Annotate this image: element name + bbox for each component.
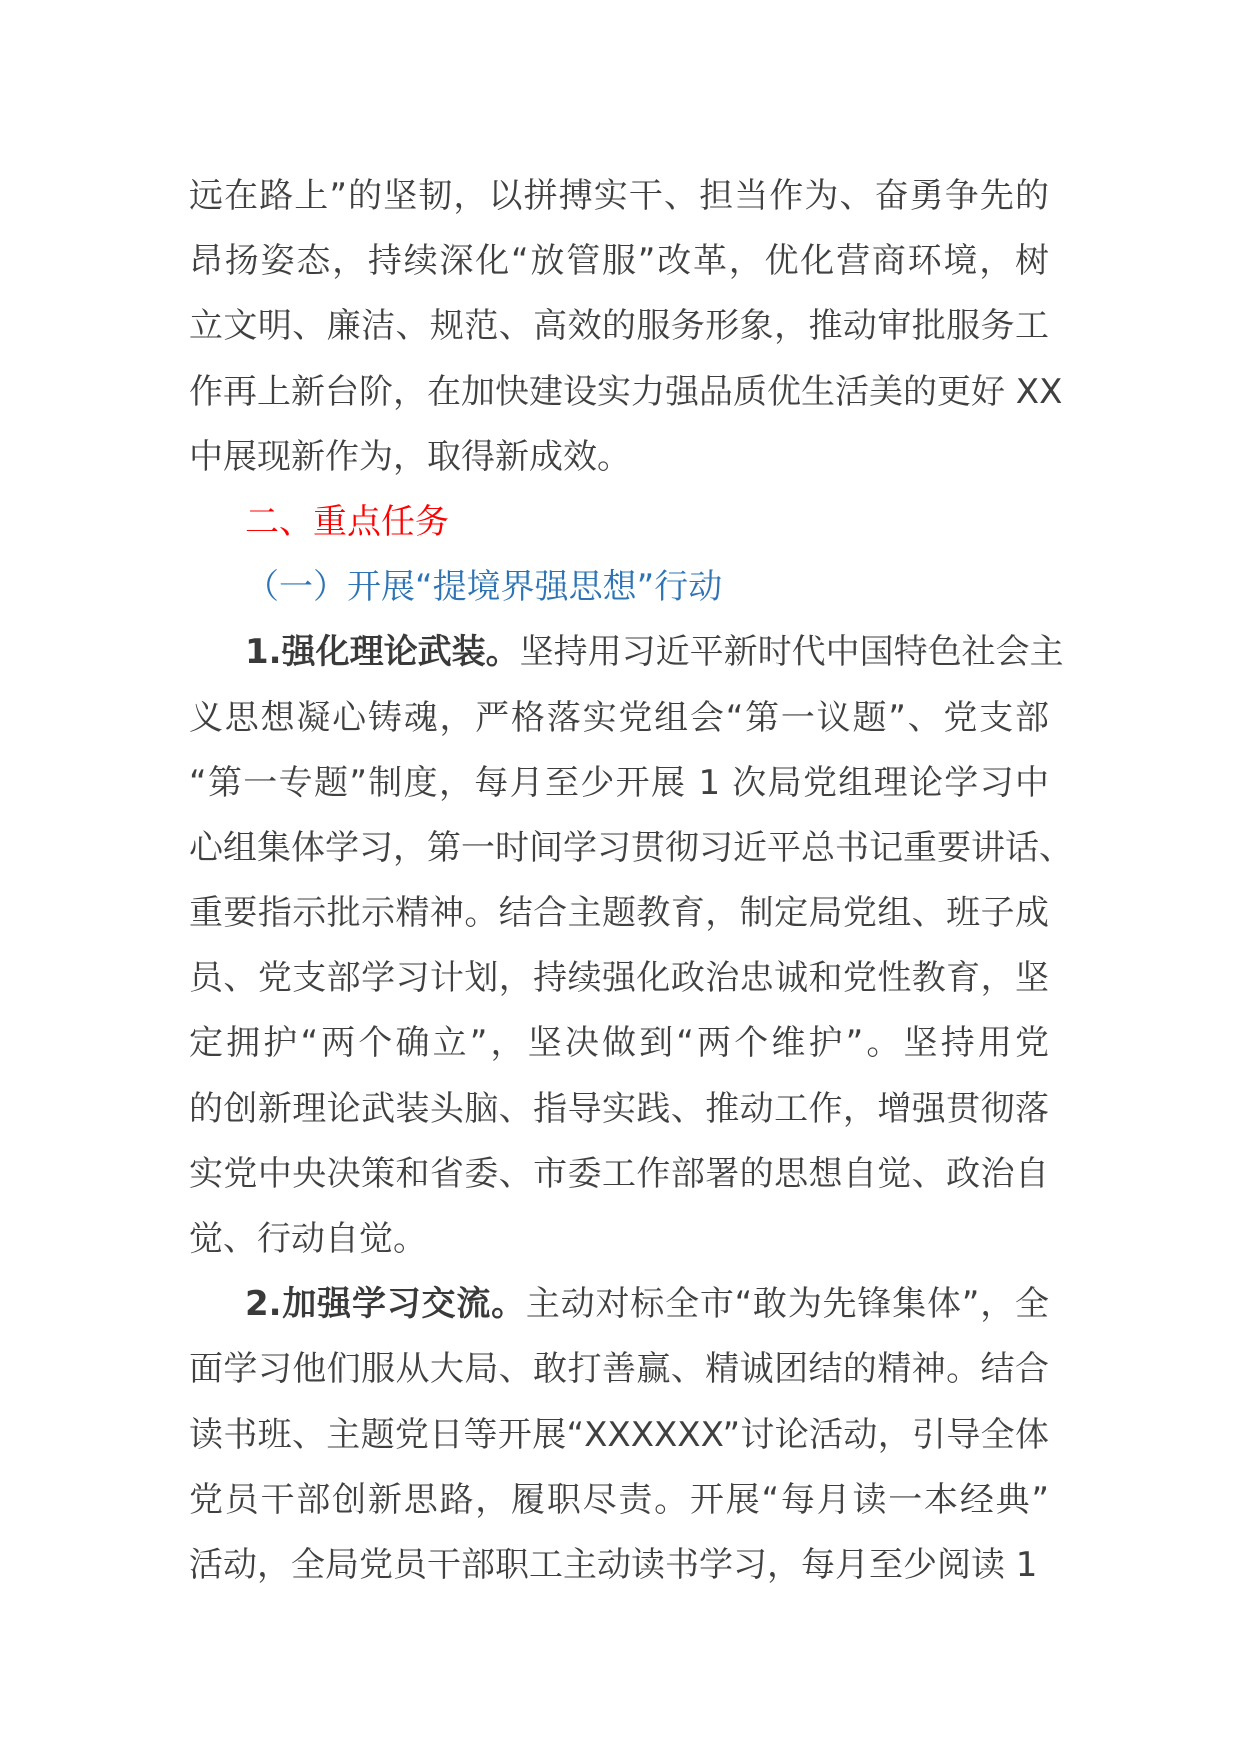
- paragraph-line: 义思想凝心铸魂，严格落实党组会“第一议题”、党支部: [189, 697, 1049, 738]
- paragraph-line-text: 主动对标全市“敢为先锋集体”，全: [525, 1284, 1049, 1325]
- paragraph-line: 作再上新台阶，在加快建设实力强品质优生活美的更好 XX: [189, 371, 1063, 412]
- item-lead-heading: 2.加强学习交流。: [245, 1284, 526, 1325]
- paragraph-line: [189, 620, 1064, 685]
- paragraph-line-text: 坚持用习近平新时代中国特色社会主: [519, 632, 1064, 673]
- paragraph-line: 员、党支部学习计划，持续强化政治忠诚和党性教育，坚: [189, 958, 1049, 999]
- paragraph-line: 心组集体学习，第一时间学习贯彻习近平总书记重要讲话、: [189, 827, 1073, 868]
- paragraph-line: 的创新理论武装头脑、指导实践、推动工作，增强贯彻落: [189, 1088, 1049, 1129]
- paragraph-line: 立文明、廉洁、规范、高效的服务形象，推动审批服务工: [189, 306, 1049, 347]
- paragraph-line: 实党中央决策和省委、市委工作部署的思想自觉、政治自: [189, 1153, 1049, 1194]
- paragraph-line: 面学习他们服从大局、敢打善赢、精诚团结的精神。结合: [189, 1349, 1049, 1390]
- paragraph-line: 读书班、主题党日等开展“XXXXXX”讨论活动，引导全体: [189, 1414, 1049, 1455]
- paragraph-line: [189, 1272, 1049, 1337]
- task-item-2: [189, 1272, 1049, 1598]
- document-body: [189, 164, 1073, 1598]
- paragraph-line: 定拥护“两个确立”，坚决做到“两个维护”。坚持用党: [189, 1023, 1049, 1064]
- task-item-1: [189, 620, 1073, 1272]
- paragraph-line: “第一专题”制度，每月至少开展 1 次局党组理论学习中: [189, 762, 1049, 803]
- paragraph-line: 中展现新作为，取得新成效。: [189, 436, 631, 477]
- section-heading: 二、重点任务: [245, 501, 449, 542]
- paragraph-line: 昂扬姿态，持续深化“放管服”改革，优化营商环境，树: [189, 241, 1049, 282]
- subsection-heading: （一）开展“提境界强思想”行动: [245, 567, 723, 608]
- paragraph-line: 远在路上”的坚韧，以拼搏实干、担当作为、奋勇争先的: [189, 176, 1049, 216]
- intro-paragraph: [189, 164, 1063, 490]
- paragraph-line: 觉、行动自觉。: [189, 1219, 427, 1259]
- item-lead-heading: 1.强化理论武装。: [245, 632, 520, 673]
- paragraph-line: 重要指示批示精神。结合主题教育，制定局党组、班子成: [189, 893, 1049, 934]
- paragraph-line: 党员干部创新思路，履职尽责。开展“每月读一本经典”: [189, 1479, 1049, 1520]
- paragraph-line: 活动，全局党员干部职工主动读书学习，每月至少阅读 1: [189, 1544, 1038, 1585]
